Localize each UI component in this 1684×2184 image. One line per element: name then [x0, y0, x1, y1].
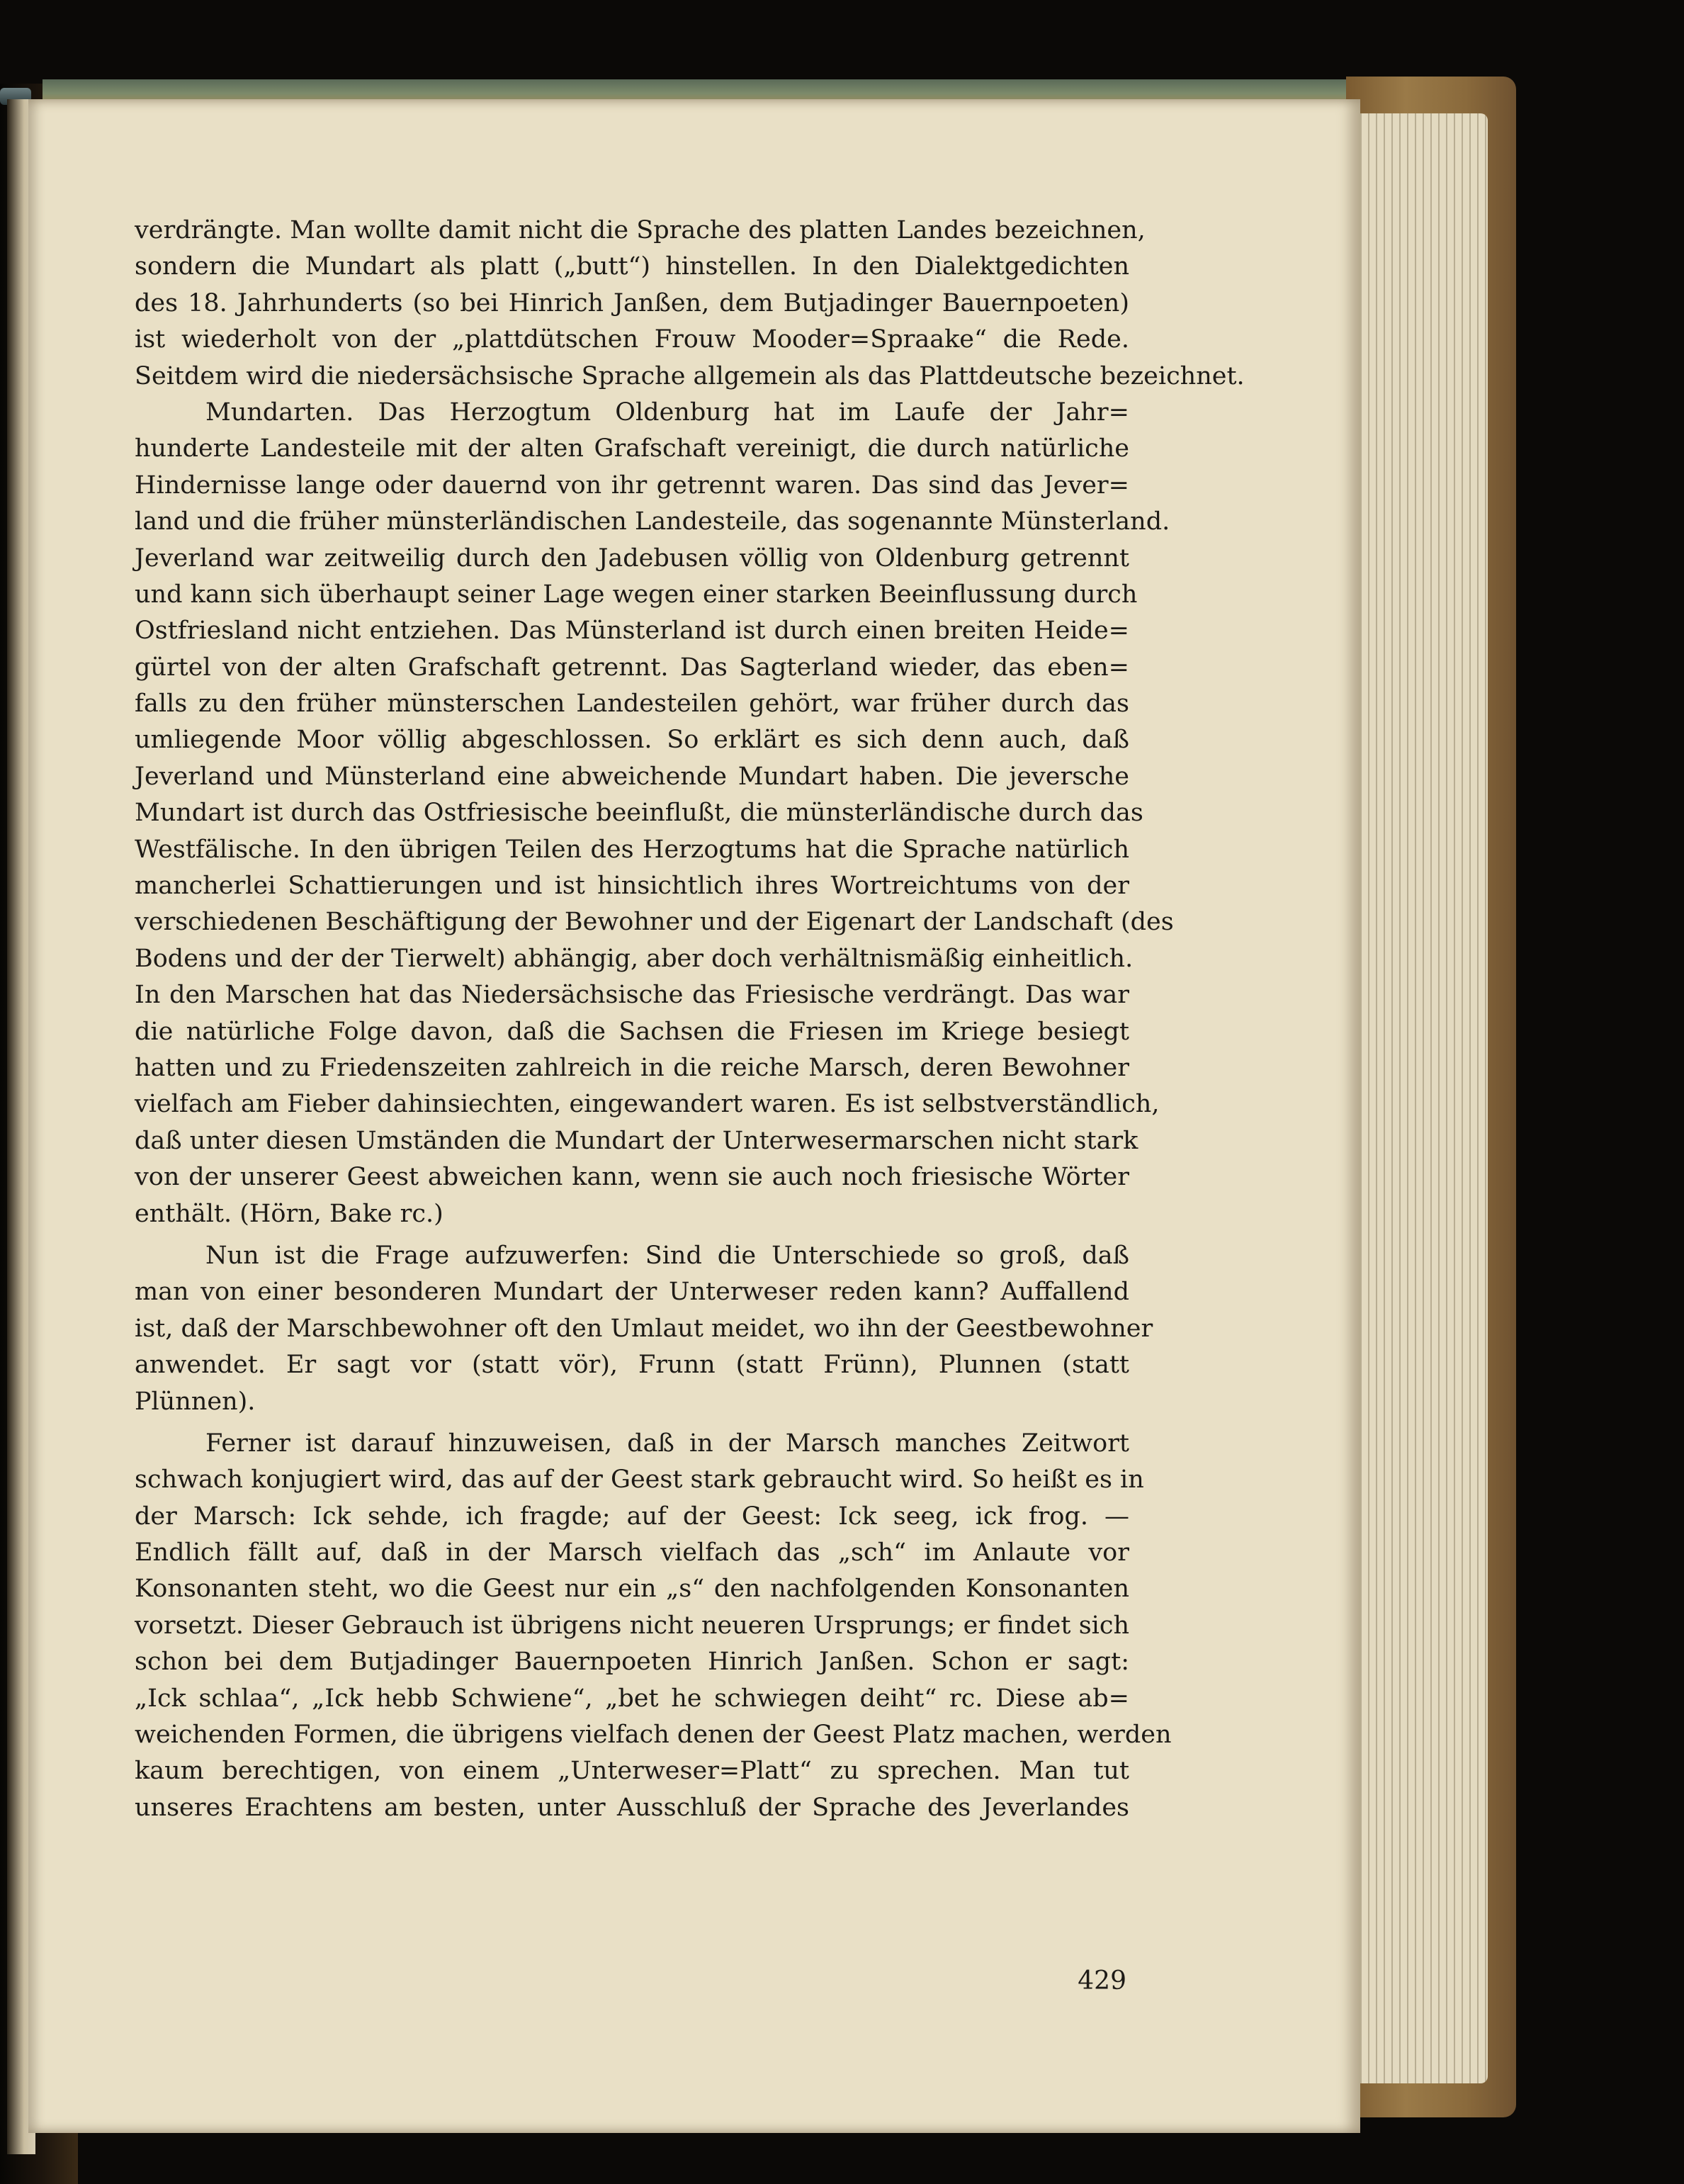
- text-line: von der unserer Geest abweichen kann, wenn sie auch noch friesische Wörter: [135, 1163, 1129, 1192]
- text-line: Mundart ist durch das Ostfriesische beeinflußt, die münsterländische durch das: [135, 799, 1143, 828]
- text-line: Jeverland und Münsterland eine abweichende Mundart haben. Die jeversche: [135, 762, 1129, 791]
- text-line: und kann sich überhaupt seiner Lage wegen einer starken Beeinflussung durch: [135, 580, 1138, 609]
- page-text-block: [135, 213, 1245, 1826]
- text-line: daß unter diesen Umständen die Mundart der Unterwesermarschen nicht stark: [135, 1126, 1138, 1155]
- text-line: Nun ist die Frage aufzuwerfen: Sind die Unterschiede so groß, daß: [205, 1241, 1129, 1270]
- text-line: Seitdem wird die niedersächsische Sprache allgemein als das Plattdeutsche bezeichnet.: [135, 361, 1245, 390]
- text-line: sondern die Mundart als platt („butt“) hinstellen. In den Dialektgedichten: [135, 252, 1129, 281]
- page-number: 429: [1078, 1966, 1126, 1996]
- text-line: Ostfriesland nicht entziehen. Das Münsterland ist durch einen breiten Heide=: [135, 617, 1129, 646]
- text-line: Hindernisse lange oder dauernd von ihr getrennt waren. Das sind das Jever=: [135, 471, 1129, 500]
- text-line: kaum berechtigen, von einem „Unterweser=Platt“ zu sprechen. Man tut: [135, 1757, 1129, 1786]
- text-line: weichenden Formen, die übrigens vielfach denen der Geest Platz machen, werden: [135, 1721, 1172, 1750]
- text-line: Westfälische. In den übrigen Teilen des Herzogtums hat die Sprache natürlich: [135, 835, 1129, 864]
- text-line: Endlich fällt auf, daß in der Marsch vielfach das „sch“ im Anlaute vor: [135, 1538, 1129, 1567]
- text-line: verschiedenen Beschäftigung der Bewohner und der Eigenart der Landschaft (des: [135, 908, 1174, 937]
- text-line: schwach konjugiert wird, das auf der Geest stark gebraucht wird. So heißt es in: [135, 1465, 1144, 1495]
- text-line: vielfach am Fieber dahinsiechten, eingewandert waren. Es ist selbstverständlich,: [135, 1090, 1160, 1119]
- text-line: man von einer besonderen Mundart der Unterweser reden kann? Auffallend: [135, 1278, 1129, 1307]
- text-line: enthält. (Hörn, Bake rc.): [135, 1199, 443, 1228]
- page-stack-edges: [1346, 113, 1488, 2083]
- text-line: falls zu den früher münsterschen Landesteilen gehört, war früher durch das: [135, 689, 1129, 719]
- text-line: land und die früher münsterländischen Landesteile, das sogenannte Münsterland.: [135, 507, 1170, 536]
- text-line: umliegende Moor völlig abgeschlossen. So erklärt es sich denn auch, daß: [135, 726, 1129, 755]
- text-line: ist, daß der Marschbewohner oft den Umlaut meidet, wo ihn der Geestbewohner: [135, 1314, 1153, 1343]
- text-line: schon bei dem Butjadinger Bauernpoeten Hinrich Janßen. Schon er sagt:: [135, 1648, 1129, 1677]
- text-line: unseres Erachtens am besten, unter Ausschluß der Sprache des Jeverlandes: [135, 1793, 1129, 1822]
- text-line: hatten und zu Friedenszeiten zahlreich in die reiche Marsch, deren Bewohner: [135, 1053, 1129, 1082]
- text-line: Plünnen).: [135, 1387, 256, 1416]
- text-line: Bodens und der der Tierwelt) abhängig, aber doch verhältnismäßig einheitlich.: [135, 944, 1134, 973]
- text-line: Ferner ist darauf hinzuweisen, daß in der Marsch manches Zeitwort: [205, 1429, 1129, 1458]
- text-line: des 18. Jahrhunderts (so bei Hinrich Janßen, dem Butjadinger Bauernpoeten): [135, 288, 1129, 317]
- text-line: Jeverland war zeitweilig durch den Jadebusen völlig von Oldenburg getrennt: [135, 544, 1129, 573]
- text-line: In den Marschen hat das Niedersächsische das Friesische verdrängt. Das war: [135, 981, 1129, 1010]
- section-heading-line: Mundarten. Das Herzogtum Oldenburg hat im Laufe der Jahr=: [205, 398, 1129, 427]
- text-line: verdrängte. Man wollte damit nicht die Sprache des platten Landes bezeichnen,: [135, 216, 1146, 244]
- text-line: hunderte Landesteile mit der alten Grafschaft vereinigt, die durch natürliche: [135, 434, 1129, 463]
- text-line: anwendet. Er sagt vor (statt vör), Frunn (statt Frünn), Plunnen (statt: [135, 1351, 1129, 1380]
- text-line: der Marsch: Ick sehde, ich fragde; auf der Geest: Ick seeg, ick frog. —: [135, 1502, 1129, 1531]
- text-line: gürtel von der alten Grafschaft getrennt. Das Sagterland wieder, das eben=: [135, 653, 1129, 682]
- text-line: mancherlei Schattierungen und ist hinsichtlich ihres Wortreichtums von der: [135, 872, 1129, 901]
- text-line: „Ick schlaa“, „Ick hebb Schwiene“, „bet he schwiegen deiht“ rc. Diese ab=: [135, 1684, 1129, 1713]
- text-line: Konsonanten steht, wo die Geest nur ein „s“ den nachfolgenden Konsonanten: [135, 1575, 1129, 1604]
- text-line: vorsetzt. Dieser Gebrauch ist übrigens nicht neueren Ursprungs; er findet sich: [135, 1611, 1129, 1640]
- text-line: ist wiederholt von der „plattdütschen Frouw Mooder=Spraake“ die Rede.: [135, 325, 1129, 354]
- text-line: die natürliche Folge davon, daß die Sachsen die Friesen im Kriege besiegt: [135, 1017, 1129, 1046]
